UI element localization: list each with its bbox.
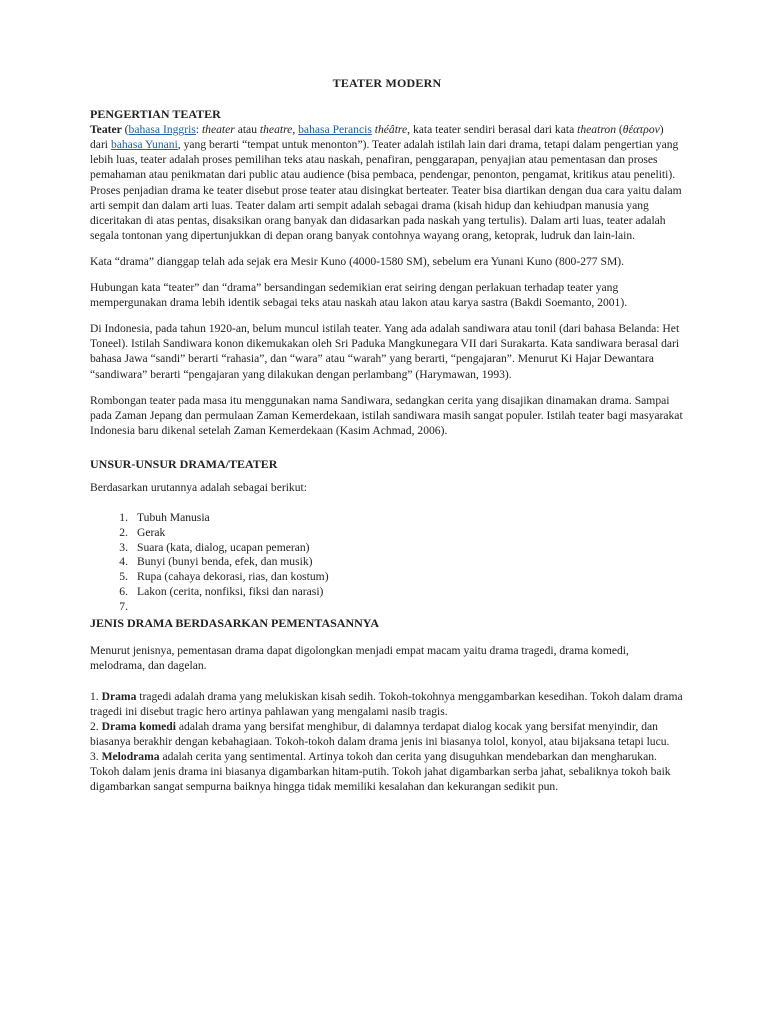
list-item: 7. [119,599,128,613]
section-heading-unsur: UNSUR-UNSUR DRAMA/TEATER [90,456,278,471]
list-item: 4. Bunyi (bunyi benda, efek, dan musik) [119,555,313,569]
list-item: 6. Lakon (cerita, nonfiksi, fiksi dan narasi) [119,585,324,599]
list-item: 1. Drama tragedi adalah drama yang melukiskan kisah sedih. Tokoh-tokohnya menggambarkan kesedihan. Tokoh dalam drama tragedi ini disebut tragic hero artinya pahlawan yang mengalami nasib tragis. [90,689,683,719]
list-item: 2. Drama komedi adalah drama yang bersifat menghibur, di dalamnya terdapat dialog kocak yang bersifat menyindir, dan biasanya berakhir dengan kebahagiaan. Tokoh-tokoh dalam drama jenis ini biasanya tolol, konyol, atau bijaksana tetapi lucu. [90,720,670,749]
list-item: 1. Tubuh Manusia [119,511,210,525]
list-item: 5. Rupa (cahaya dekorasi, rias, dan kostum) [119,570,329,584]
list-item: 3. Melodrama adalah cerita yang sentimental. Artinya tokoh dan cerita yang disuguhkan mendebarkan dan mengharukan. Tokoh dalam jenis drama ini biasanya digambarkan hitam-putih. Tokoh jahat digambarkan serba jahat, sebaliknya tokoh baik digambarkan sangat sempurna baiknya hingga tidak memiliki kesalahan dan kekurangan sedikit pun. [90,750,671,794]
paragraph-jenis-intro: Menurut jenisnya, pementasan drama dapat digolongkan menjadi empat macam yaitu drama tragedi, drama komedi, melodrama, dan dagelan. [90,643,629,672]
jenis-drama-list [90,689,684,795]
unsur-list [90,510,684,614]
link-bahasa-perancis[interactable]: bahasa Perancis [298,123,372,137]
paragraph-definition: Teater (bahasa Inggris: theater atau theatre, bahasa Perancis théâtre, kata teater sendiri berasal dari kata theatron (θέατρον) dari bahasa Yunani, yang berarti “tempat untuk menonton”). Teater adalah istilah lain dari drama, tetapi dalam pengertian yang lebih luas, teater adalah proses pemilihan teks atau naskah, penafiran, penggarapan, penyajian atau pementasan dan proses pemahaman atau penikmatan dari public atau audience (bisa pembaca, pendengar, penonton, pengamat, kritikus atau peneliti). Proses penjadian drama ke teater disebut prose teater atau disingkat berteater. Teater bisa diartikan dengan dua cara yaitu dalam arti sempit dan dalam arti luas. Teater dalam arti sempit adalah sebagai drama (kisah hidup dan kehiudpan manusia yang diceritakan di atas pentas, disaksikan orang banyak dan didasarkan pada naskah yang tertulis). Dalam arti luas, teater adalah segala tontonan yang dipertunjukkan di depan orang banyak contohnya wayang orang, ketoprak, ludruk dan lain-lain. [90,123,682,242]
paragraph-rombongan-teater: Rombongan teater pada masa itu menggunakan nama Sandiwara, sedangkan cerita yang disajikan dinamakan drama. Sampai pada Zaman Jepang dan permulaan Zaman Kemerdekaan, istilah sandiwara masih sangat populer. Istilah teater bagi masyarakat Indonesia baru dikenal setelah Zaman Kemerdekaan (Kasim Achmad, 2006). [90,393,683,437]
link-bahasa-yunani[interactable]: bahasa Yunani [110,138,178,152]
section-heading-jenis: JENIS DRAMA BERDASARKAN PEMENTASANNYA [90,615,380,630]
link-bahasa-inggris[interactable]: bahasa Inggris [128,123,196,137]
paragraph-teater-drama-relation: Hubungan kata “teater” dan “drama” bersandingan sedemikian erat seiring dengan perlakuan terhadap teater yang mempergunakan drama lebih identik sebagai teks atau naskah atau lakon atau karya sastra (Bakdi Soemanto, 2001). [90,281,628,310]
paragraph-drama-origin: Kata “drama” dianggap telah ada sejak era Mesir Kuno (4000-1580 SM), sebelum era Yunani Kuno (800-277 SM). [90,254,625,268]
term-teater: Teater [90,123,122,137]
document-title: TEATER MODERN [332,76,442,90]
document-body [90,76,684,795]
list-item: 3. Suara (kata, dialog, ucapan pemeran) [119,540,310,554]
section-heading-pengertian: PENGERTIAN TEATER [90,107,221,122]
list-item: 2. Gerak [119,525,166,539]
paragraph-unsur-intro: Berdasarkan urutannya adalah sebagai berikut: [90,480,307,494]
paragraph-indonesia-sandiwara: Di Indonesia, pada tahun 1920-an, belum muncul istilah teater. Yang ada adalah sandiwara atau tonil (dari bahasa Belanda: Het Toneel). Istilah Sandiwara konon dikemukakan oleh Sri Paduka Mangkunegara VII dari Surakarta. Kata sandiwara berasal dari bahasa Jawa “sandi” berarti “rahasia”, dan “wara” atau “warah” yang berarti, “pengajaran”. Menurut Ki Hajar Dewantara “sandiwara” berarti “pengajaran yang dilakukan dengan perlambang” (Harymawan, 1993). [90,322,680,381]
